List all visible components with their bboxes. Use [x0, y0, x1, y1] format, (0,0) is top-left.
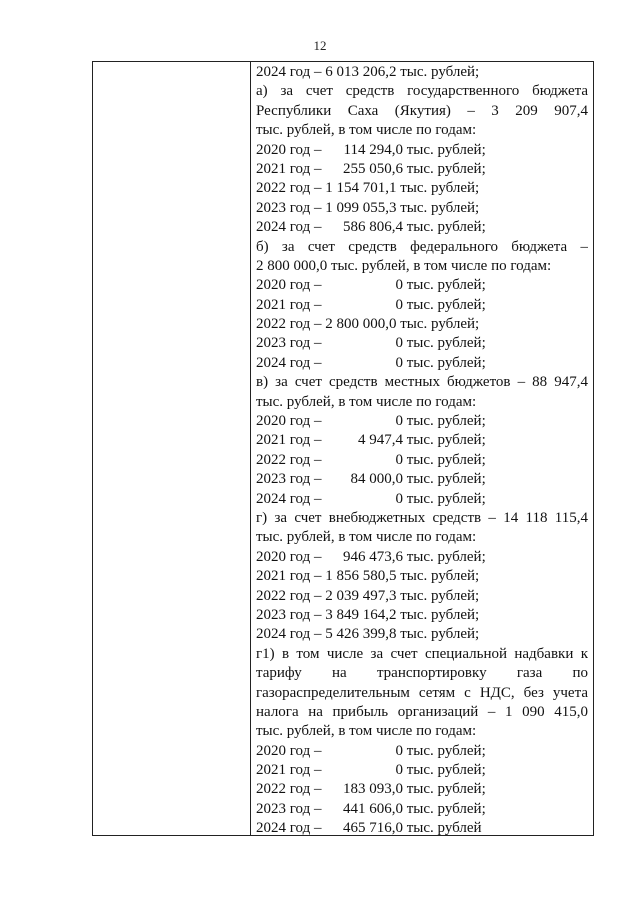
amount-value: 0: [395, 354, 403, 371]
unit-label: тыс. рублей;: [403, 490, 486, 507]
year-label: 2023 год –: [256, 335, 322, 352]
text-line: а) за счет средств государственного бюджета: [256, 83, 588, 100]
text-line: газораспределительным сетям с НДС, без учета: [256, 684, 588, 701]
text-line: 2023 год – 3 849 164,2 тыс. рублей;: [256, 606, 480, 623]
amount-value: 0: [395, 296, 403, 313]
unit-label: тыс. рублей;: [403, 742, 486, 759]
amount-value: 114 294,0: [343, 141, 403, 158]
year-amount-line: [256, 780, 588, 799]
year-label: 2021 год –: [256, 762, 322, 779]
unit-label: тыс. рублей;: [403, 413, 486, 430]
amount-value: 0: [395, 762, 403, 779]
year-amount-line: [256, 296, 588, 315]
table-left-cell: [93, 62, 251, 835]
amount-value: 0: [395, 413, 403, 430]
year-amount-line: [256, 431, 588, 450]
year-amount-line: [256, 412, 588, 431]
year-amount-line: [256, 451, 588, 470]
unit-label: тыс. рублей: [403, 820, 482, 837]
text-line: г) за счет внебюджетных средств – 14 118 115,4: [256, 509, 588, 526]
text-line: в) за счет средств местных бюджетов – 88 947,4: [256, 374, 588, 391]
text-line: 2022 год – 1 154 701,1 тыс. рублей;: [256, 180, 480, 197]
year-amount-line: [256, 141, 588, 160]
text-line: тыс. рублей, в том числе по годам:: [256, 723, 477, 740]
year-label: 2021 год –: [256, 160, 322, 177]
year-label: 2020 год –: [256, 277, 322, 294]
unit-label: тыс. рублей;: [403, 800, 486, 817]
text-line: налога на прибыль организаций – 1 090 415,0: [256, 703, 588, 720]
year-amount-line: [256, 276, 588, 295]
amount-value: 946 473,6: [343, 548, 403, 565]
unit-label: тыс. рублей;: [403, 781, 486, 798]
text-line: тыс. рублей, в том числе по годам:: [256, 122, 477, 139]
unit-label: тыс. рублей;: [403, 548, 486, 565]
text-line: 2022 год – 2 800 000,0 тыс. рублей;: [256, 316, 480, 333]
unit-label: тыс. рублей;: [403, 296, 486, 313]
text-line: 2024 год – 5 426 399,8 тыс. рублей;: [256, 626, 480, 643]
year-label: 2020 год –: [256, 141, 322, 158]
text-line: тыс. рублей, в том числе по годам:: [256, 393, 477, 410]
amount-value: 0: [395, 490, 403, 507]
unit-label: тыс. рублей;: [403, 451, 486, 468]
year-amount-line: [256, 819, 588, 838]
year-amount-line: [256, 742, 588, 761]
year-label: 2020 год –: [256, 742, 322, 759]
amount-value: 586 806,4: [343, 219, 403, 236]
unit-label: тыс. рублей;: [403, 354, 486, 371]
amount-value: 183 093,0: [343, 781, 403, 798]
text-line: г1) в том числе за счет специальной надбавки к: [256, 645, 588, 662]
unit-label: тыс. рублей;: [403, 160, 486, 177]
year-amount-line: [256, 334, 588, 353]
year-label: 2024 год –: [256, 354, 322, 371]
funding-table: [92, 61, 594, 836]
text-line: 2021 год – 1 856 580,5 тыс. рублей;: [256, 568, 480, 585]
text-line: Республики Саха (Якутия) – 3 209 907,4: [256, 102, 588, 119]
year-label: 2021 год –: [256, 296, 322, 313]
unit-label: тыс. рублей;: [403, 471, 486, 488]
year-amount-line: [256, 470, 588, 489]
year-label: 2021 год –: [256, 432, 322, 449]
unit-label: тыс. рублей;: [403, 219, 486, 236]
year-label: 2024 год –: [256, 820, 322, 837]
year-amount-line: [256, 548, 588, 567]
year-label: 2023 год –: [256, 800, 322, 817]
unit-label: тыс. рублей;: [403, 141, 486, 158]
text-line: тарифу на транспортировку газа по: [256, 665, 588, 682]
year-amount-line: [256, 490, 588, 509]
amount-value: 0: [395, 742, 403, 759]
year-amount-line: [256, 160, 588, 179]
amount-value: 0: [395, 277, 403, 294]
text-line: тыс. рублей, в том числе по годам:: [256, 529, 477, 546]
year-amount-line: [256, 218, 588, 237]
text-line: 2024 год – 6 013 206,2 тыс. рублей;: [256, 64, 480, 80]
amount-value: 0: [395, 335, 403, 352]
text-line: 2022 год – 2 039 497,3 тыс. рублей;: [256, 587, 480, 604]
amount-value: 255 050,6: [343, 160, 403, 177]
year-label: 2022 год –: [256, 781, 322, 798]
year-amount-line: [256, 354, 588, 373]
year-label: 2024 год –: [256, 490, 322, 507]
amount-value: 4 947,4: [358, 432, 403, 449]
year-amount-line: [256, 761, 588, 780]
amount-value: 441 606,0: [343, 800, 403, 817]
unit-label: тыс. рублей;: [403, 277, 486, 294]
amount-value: 0: [395, 451, 403, 468]
text-line: 2023 год – 1 099 055,3 тыс. рублей;: [256, 199, 480, 216]
page-number: 12: [313, 38, 327, 53]
unit-label: тыс. рублей;: [403, 432, 486, 449]
amount-value: 465 716,0: [343, 820, 403, 837]
unit-label: тыс. рублей;: [403, 762, 486, 779]
text-line: б) за счет средств федерального бюджета –: [256, 238, 588, 255]
year-label: 2020 год –: [256, 548, 322, 565]
year-label: 2022 год –: [256, 451, 322, 468]
year-amount-line: [256, 800, 588, 819]
text-line: 2 800 000,0 тыс. рублей, в том числе по годам:: [256, 257, 552, 274]
amount-value: 84 000,0: [350, 471, 403, 488]
year-label: 2020 год –: [256, 413, 322, 430]
year-label: 2024 год –: [256, 219, 322, 236]
year-label: 2023 год –: [256, 471, 322, 488]
unit-label: тыс. рублей;: [403, 335, 486, 352]
funding-details-cell: [251, 63, 593, 835]
